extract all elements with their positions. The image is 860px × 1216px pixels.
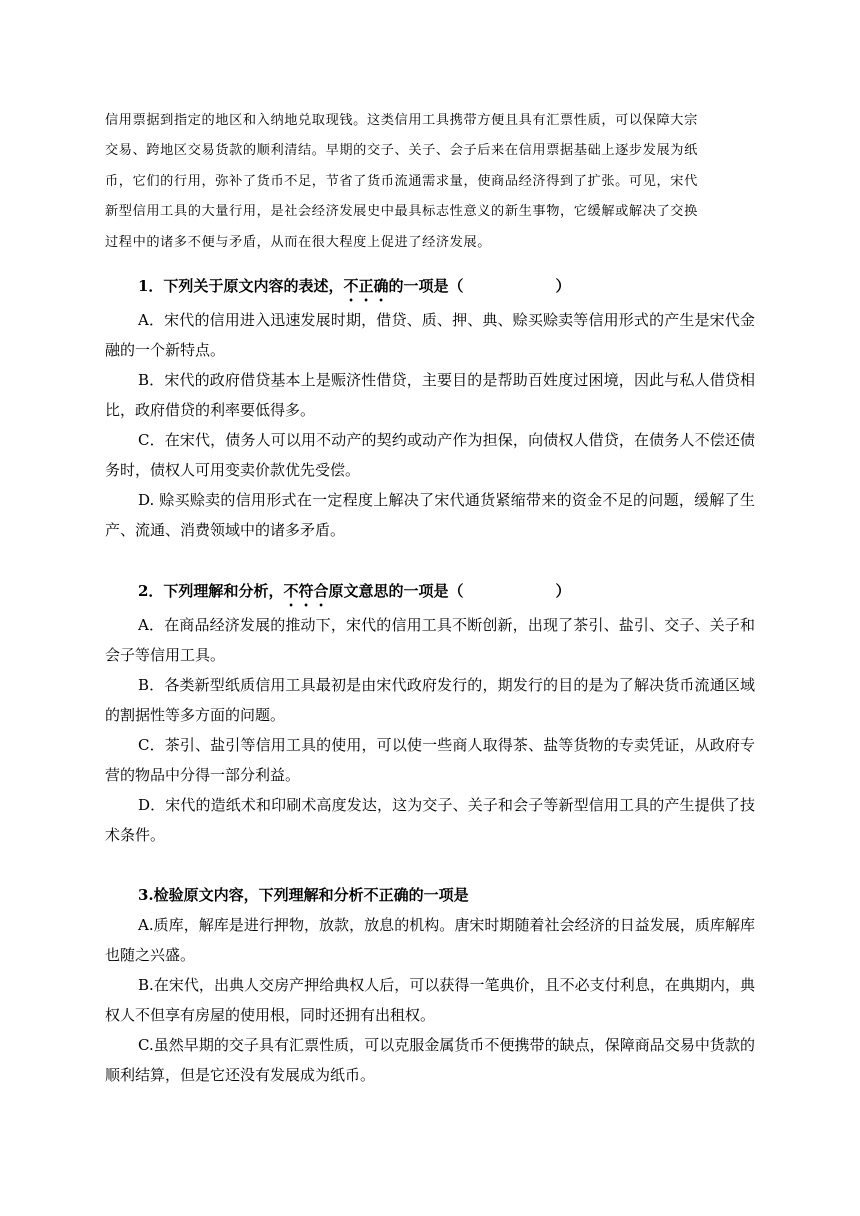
option-c: C.虽然早期的交子具有汇票性质，可以克服金属货币不便携带的缺点，保障商品交易中货款的顺利结算，但是它还没有发展成为纸币。 xyxy=(105,1036,755,1084)
stem-text: 2．下列理解和分析， xyxy=(138,582,284,600)
option-c: C．在宋代，债务人可以用不动产的契约或动产作为担保，向债权人借贷，在债务人不偿还债务时，债权人可用变卖价款优先受偿。 xyxy=(105,431,755,479)
option-a: A．在商品经济发展的推动下，宋代的信用工具不断创新，出现了茶引、盐引、交子、关子和会子等信用工具。 xyxy=(105,616,755,664)
stem-text: 原文意思的一项是（ xyxy=(328,582,464,600)
passage-line: 交易、跨地区交易货款的顺利清结。早期的交子、关子、会子后来在信用票据基础上逐步发展为纸 xyxy=(105,143,698,159)
option-b: B．宋代的政府借贷基本上是赈济性借贷，主要目的是帮助百姓度过困境，因此与私人借贷相比，政府借贷的利率要低得多。 xyxy=(105,371,755,419)
option-b: B.在宋代，出典人交房产押给典权人后，可以获得一笔典价，且不必支付利息，在典期内，典权人不但享有房屋的使用根，同时还拥有出租权。 xyxy=(105,976,755,1024)
option-a: A.质库，解库是进行押物，放款，放息的机构。唐宋时期随着社会经济的日益发展，质库解库也随之兴盛。 xyxy=(105,916,755,964)
option-d: D．宋代的造纸术和印刷术高度发达，这为交子、关子和会子等新型信用工具的产生提供了技术条件。 xyxy=(105,796,755,844)
option-a: A．宋代的信用进入迅速发展时期，借贷、质、押、典、赊买赊卖等信用形式的产生是宋代金融的一个新特点。 xyxy=(105,311,755,359)
option-d: D. 赊买赊卖的信用形式在一定程度上解决了宋代通货紧缩带来的资金不足的问题，缓解了生产、流通、消费领域中的诸多矛盾。 xyxy=(105,491,755,539)
passage-line: 新型信用工具的大量行用，是社会经济发展史中最具标志性意义的新生事物，它缓解或解决了交换 xyxy=(105,204,698,220)
stem-close: ） xyxy=(555,582,571,600)
question-1 xyxy=(105,271,755,545)
emphasis-text: 不符合 xyxy=(283,582,329,600)
option-c: C．茶引、盐引等信用工具的使用，可以使一些商人取得茶、盐等货物的专卖凭证，从政府专营的物品中分得一部分利益。 xyxy=(105,736,755,784)
passage-line: 币，它们的行用，弥补了货币不足，节省了货币流通需求量，使商品经济得到了扩张。可见，宋代 xyxy=(105,173,698,189)
question-3 xyxy=(105,880,755,1090)
question-2-stem xyxy=(105,576,755,610)
stem-text: 1．下列关于原文内容的表述， xyxy=(138,277,344,295)
stem-text: 3.检验原文内容，下列理解和分析不正确的一项是 xyxy=(138,886,469,904)
question-3-stem xyxy=(105,880,755,910)
emphasis-text: 不正确 xyxy=(343,277,389,295)
option-b: B．各类新型纸质信用工具最初是由宋代政府发行的，期发行的目的是为了解决货币流通区域的割据性等多方面的问题。 xyxy=(105,676,755,724)
passage-line: 信用票据到指定的地区和入纳地兑取现钱。这类信用工具携带方便且具有汇票性质，可以保障大宗 xyxy=(105,113,698,128)
question-2 xyxy=(105,576,755,850)
stem-close: ） xyxy=(555,277,571,295)
stem-text: 的一项是（ xyxy=(388,277,464,295)
question-1-stem xyxy=(105,271,755,305)
passage-line: 过程中的诸多不便与矛盾，从而在很大程度上促进了经济发展。 xyxy=(105,234,492,250)
reading-passage xyxy=(105,106,755,258)
